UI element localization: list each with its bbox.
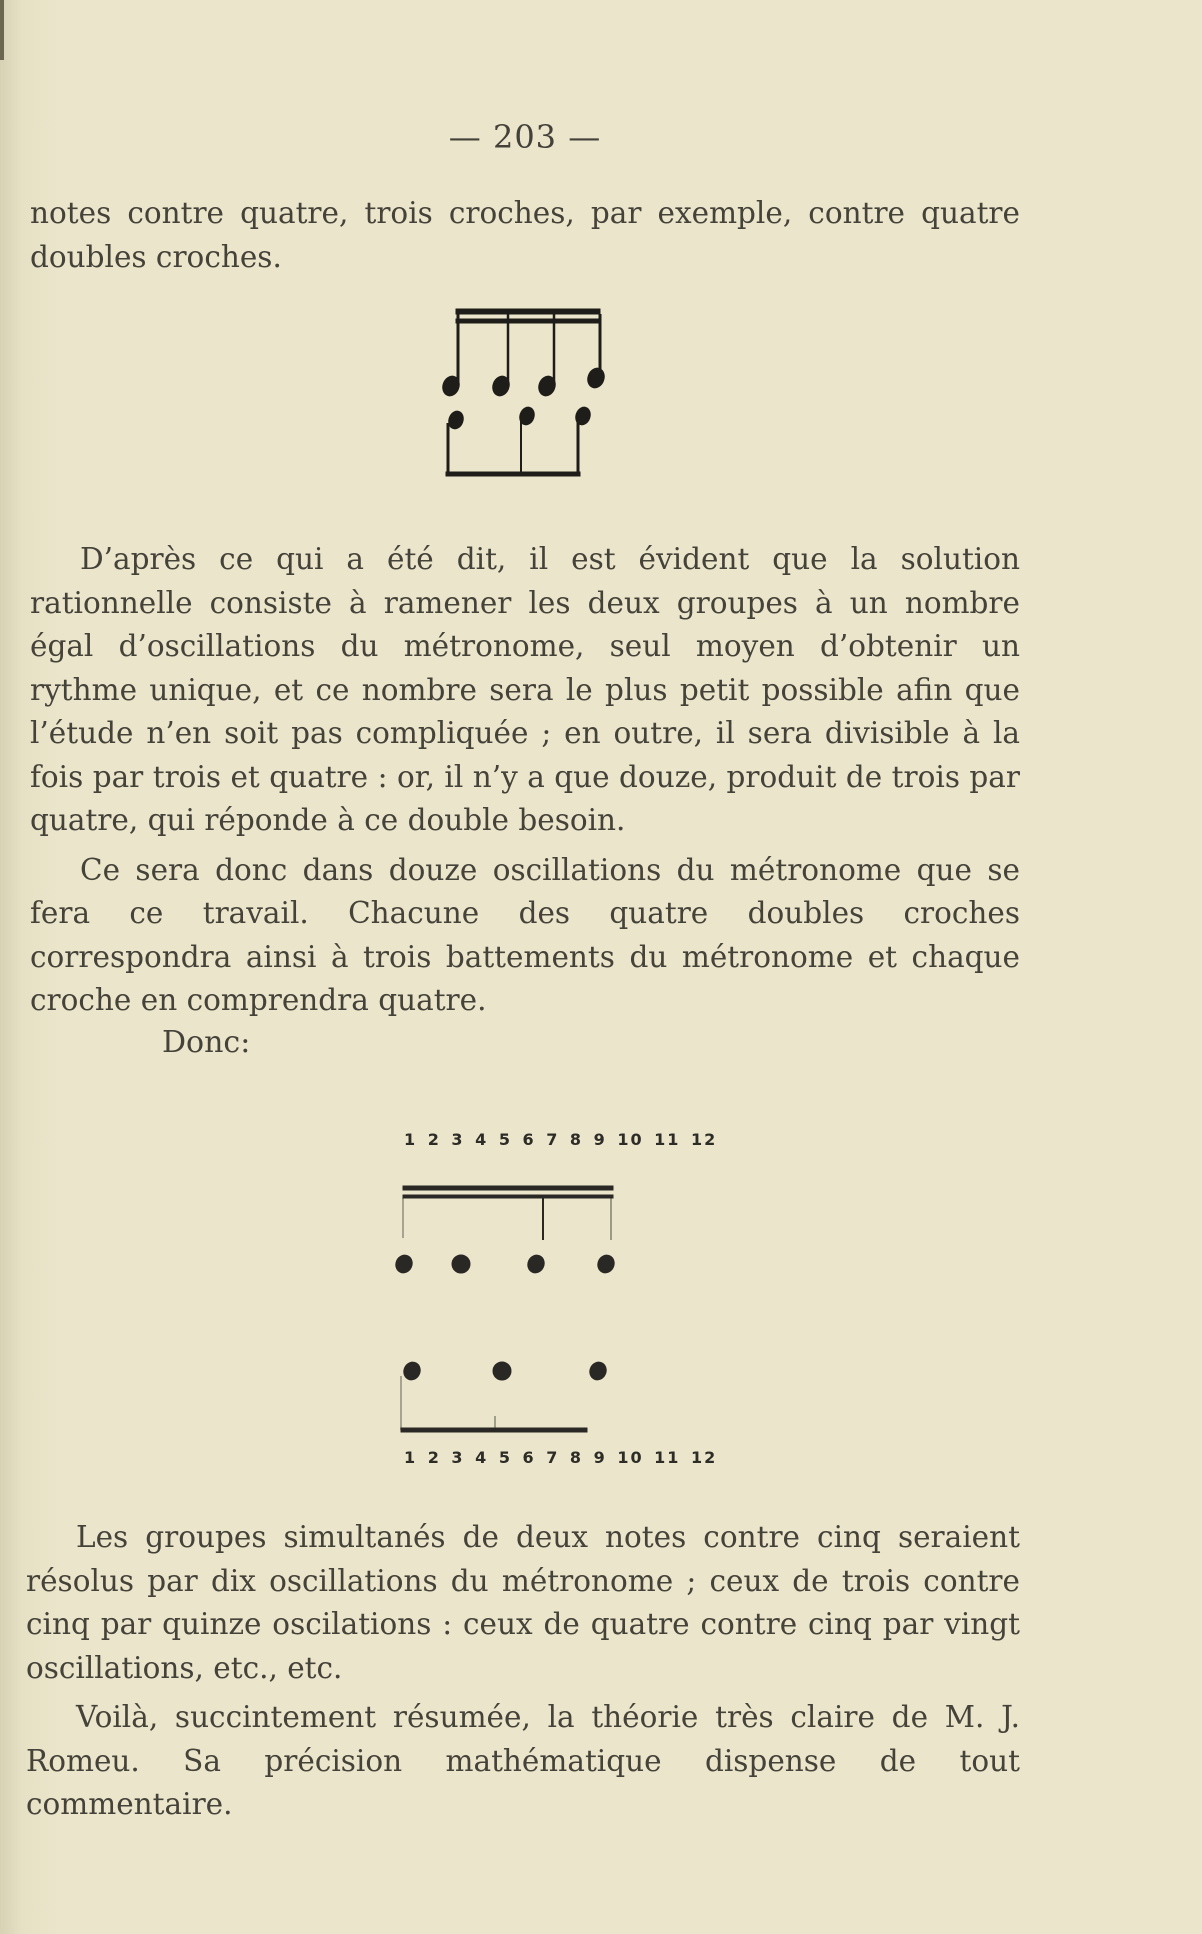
text-block-2 [30, 538, 1020, 1023]
note-head [525, 1252, 547, 1275]
binding-edge [0, 0, 4, 60]
text-block-3 [26, 1516, 1020, 1827]
paragraph-intro: notes contre quatre, trois croches, par exemple, contre quatre doubles croches. [30, 196, 1020, 274]
metronome-count-top: 1 2 3 4 5 6 7 8 9 10 11 12 [404, 1130, 718, 1149]
eighth-beam [401, 1428, 587, 1432]
paragraph-groupes: Les groupes simultanés de deux notes contre cinq seraient résolus par dix oscillations du métronome ; ceux de trois contre cinq par quinze oscilations : ceux de quatre contre cinq par vingt oscillations, etc., etc. [26, 1520, 1020, 1685]
text-block-1 [30, 192, 1020, 279]
sixteenth-beam-1 [403, 1186, 613, 1190]
rhythm-figure-1 [430, 300, 630, 500]
eighth-beam [446, 472, 580, 476]
note-head [585, 366, 607, 390]
paragraph-romeu: Voilà, succintement résumée, la théorie très claire de M. J. Romeu. Sa précision mathématique dispense de tout commentaire. [26, 1700, 1020, 1821]
sixteenth-beam-2 [456, 319, 600, 323]
note-head [393, 1252, 415, 1275]
paragraph-solution: D’après ce qui a été dit, il est évident que la solution rationnelle consiste à ramener les deux groupes à un nombre égal d’oscillations du métronome, seul moyen d’obtenir un rythme unique, et ce nombre sera le plus petit possible afin que l’étude n’en soit pas compliquée ; en outre, il sera divisible à la fois par trois et quatre : or, il n’y a que douze, produit de trois par quatre, qui réponde à ce double besoin. [30, 542, 1020, 837]
note-head [493, 1362, 511, 1380]
donc-label: Donc: [162, 1025, 251, 1060]
note-head [401, 1359, 423, 1382]
rhythm-figure-2 [395, 1180, 625, 1440]
note-head [587, 1359, 609, 1382]
note-head [573, 405, 592, 427]
note-head [452, 1255, 470, 1273]
sixteenth-beam-1 [456, 309, 600, 314]
page-number: — 203 — [448, 118, 602, 156]
metronome-count-bottom: 1 2 3 4 5 6 7 8 9 10 11 12 [404, 1448, 718, 1467]
sixteenth-beam-2 [403, 1195, 613, 1198]
paragraph-douze: Ce sera donc dans douze oscillations du métronome que se fera ce travail. Chacune des quatre doubles croches correspondra ainsi à trois battements du métronome et chaque croche en comprendra quatre. [30, 852, 1020, 1017]
note-head [595, 1252, 617, 1275]
